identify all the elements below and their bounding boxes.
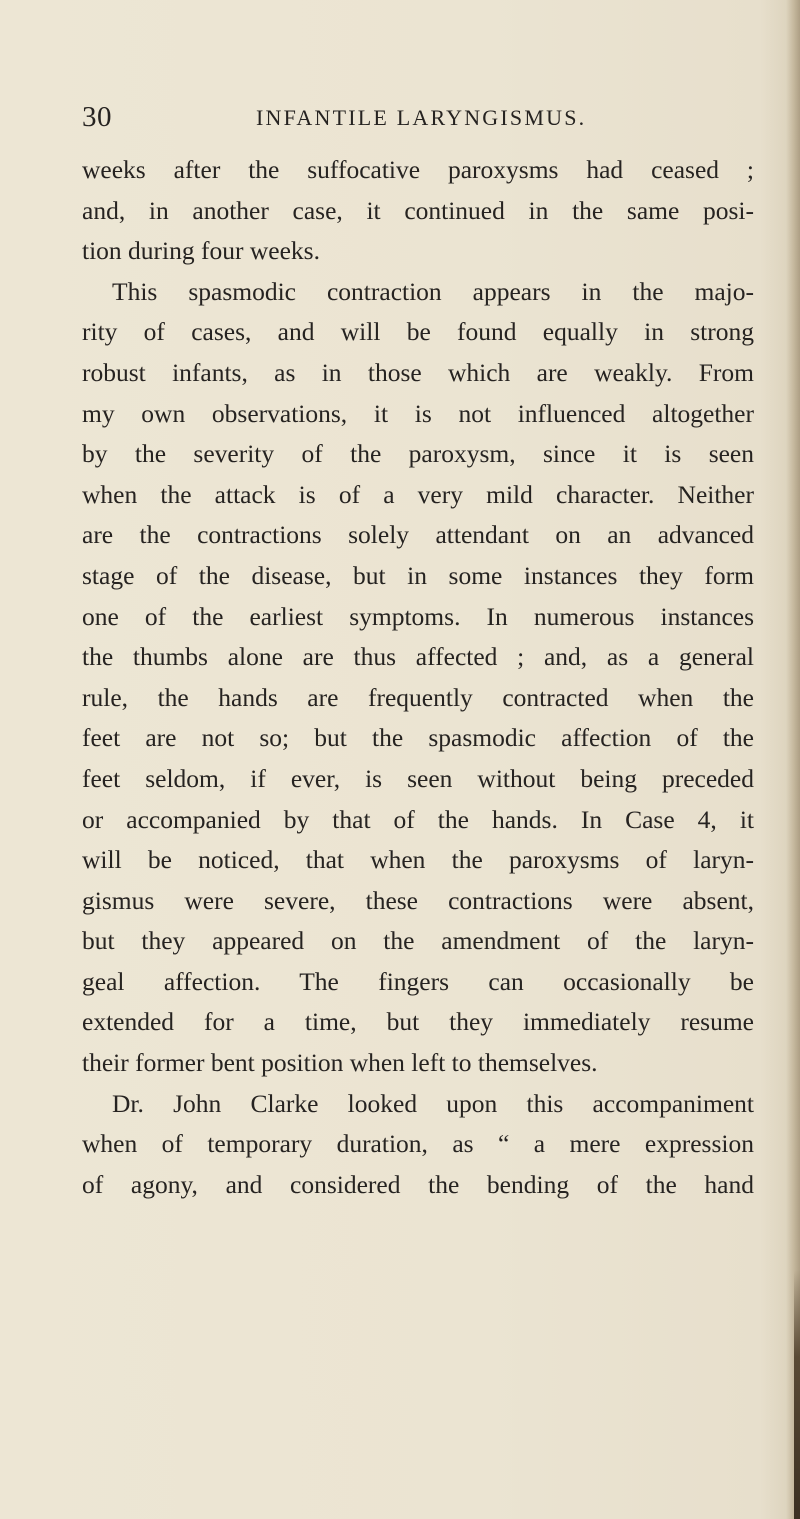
text-line: rity of cases, and will be found equally in strong (82, 317, 754, 347)
text-line: will be noticed, that when the paroxysms of laryn- (82, 845, 754, 875)
text-line: geal affection. The fingers can occasionally be (82, 966, 754, 996)
running-title: INFANTILE LARYNGISMUS. (256, 105, 587, 130)
text-line: their former bent position when left to themselves. (82, 1048, 598, 1078)
text-line: feet seldom, if ever, is seen without being preceded (82, 763, 754, 793)
text-line: Dr. John Clarke looked upon this accompaniment (112, 1088, 754, 1118)
text-line: and, in another case, it continued in the same posi- (82, 195, 754, 225)
text-line: my own observations, it is not influenced altogether (82, 398, 754, 428)
binding-strip (794, 1270, 800, 1519)
text-line: of agony, and considered the bending of the hand (82, 1169, 754, 1199)
text-line: weeks after the suffocative paroxysms had ceased ; (82, 155, 754, 184)
running-head (82, 100, 748, 134)
text-line: stage of the disease, but in some instances they form (82, 560, 754, 590)
text-line: feet are not so; but the spasmodic affection of the (82, 723, 754, 753)
text-line: gismus were severe, these contractions were absent, (82, 885, 754, 915)
text-line: by the severity of the paroxysm, since it is seen (82, 439, 754, 469)
text-line: rule, the hands are frequently contracted when the (82, 682, 754, 712)
text-line: when of temporary duration, as “ a mere expression (82, 1129, 754, 1159)
page-number: 30 (82, 101, 112, 133)
text-line: are the contractions solely attendant on an advanced (82, 520, 754, 550)
text-line: the thumbs alone are thus affected ; and, as a general (82, 642, 754, 672)
text-line: tion during four weeks. (82, 236, 320, 266)
text-line: or accompanied by that of the hands. In Case 4, it (82, 804, 754, 834)
text-line: when the attack is of a very mild character. Neither (82, 479, 754, 509)
text-line: but they appeared on the amendment of the laryn- (82, 926, 754, 956)
text-line: one of the earliest symptoms. In numerous instances (82, 601, 754, 631)
text-line: extended for a time, but they immediately resume (82, 1007, 754, 1037)
text-line: robust infants, as in those which are weakly. From (82, 357, 754, 387)
text-line: This spasmodic contraction appears in the majo- (112, 276, 754, 306)
body-text (82, 150, 754, 1205)
